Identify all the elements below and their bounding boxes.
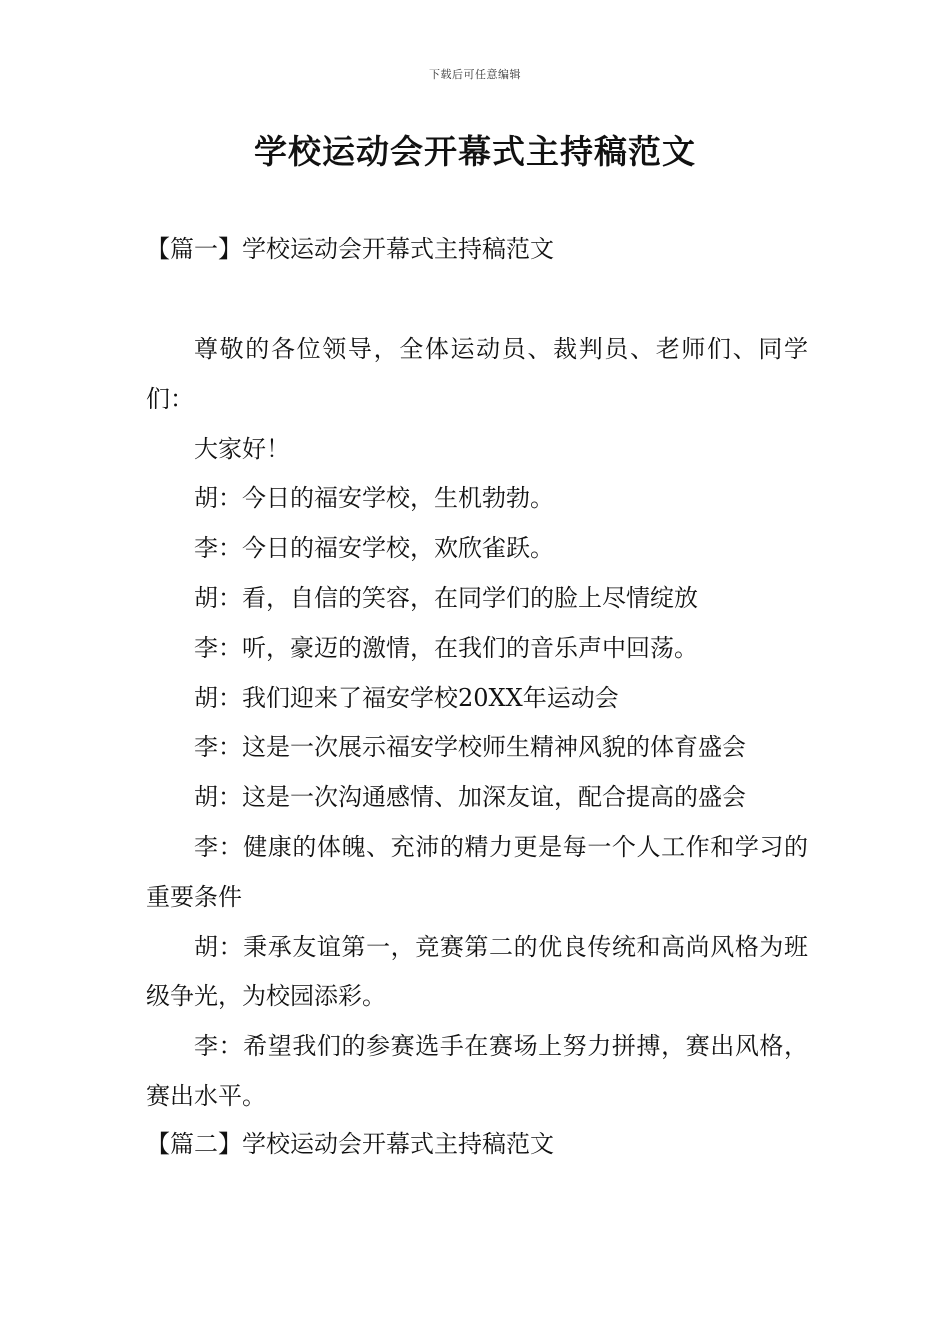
body-text (146, 325, 808, 1122)
paragraph: 胡：我们迎来了福安学校20XX年运动会 (194, 683, 619, 712)
paragraph: 李：听，豪迈的激情，在我们的音乐声中回荡。 (194, 633, 698, 662)
paragraph: 李：这是一次展示福安学校师生精神风貌的体育盛会 (194, 733, 746, 762)
paragraph: 胡：这是一次沟通感情、加深友谊，配合提高的盛会 (194, 783, 746, 812)
paragraph: 李：今日的福安学校，欢欣雀跃。 (194, 534, 554, 563)
paragraph: 胡：秉承友谊第一，竞赛第二的优良传统和高尚风格为班级争光，为校园添彩。 (146, 932, 808, 1011)
section-heading-1: 【篇一】学校运动会开幕式主持稿范文 (146, 235, 554, 263)
paragraph: 大家好！ (194, 434, 290, 463)
paragraph: 李：健康的体魄、充沛的精力更是每一个人工作和学习的重要条件 (146, 832, 808, 911)
paragraph: 胡：看，自信的笑容，在同学们的脸上尽情绽放 (194, 583, 698, 612)
paragraph: 尊敬的各位领导，全体运动员、裁判员、老师们、同学们： (146, 335, 808, 413)
paragraph: 李：希望我们的参赛选手在赛场上努力拼搏，赛出风格，赛出水平。 (146, 1032, 808, 1110)
section-heading-2: 【篇二】学校运动会开幕式主持稿范文 (146, 1130, 554, 1158)
document-title: 学校运动会开幕式主持稿范文 (254, 132, 696, 171)
paragraph: 胡：今日的福安学校，生机勃勃。 (194, 484, 554, 513)
header-note: 下载后可任意编辑 (429, 68, 521, 81)
